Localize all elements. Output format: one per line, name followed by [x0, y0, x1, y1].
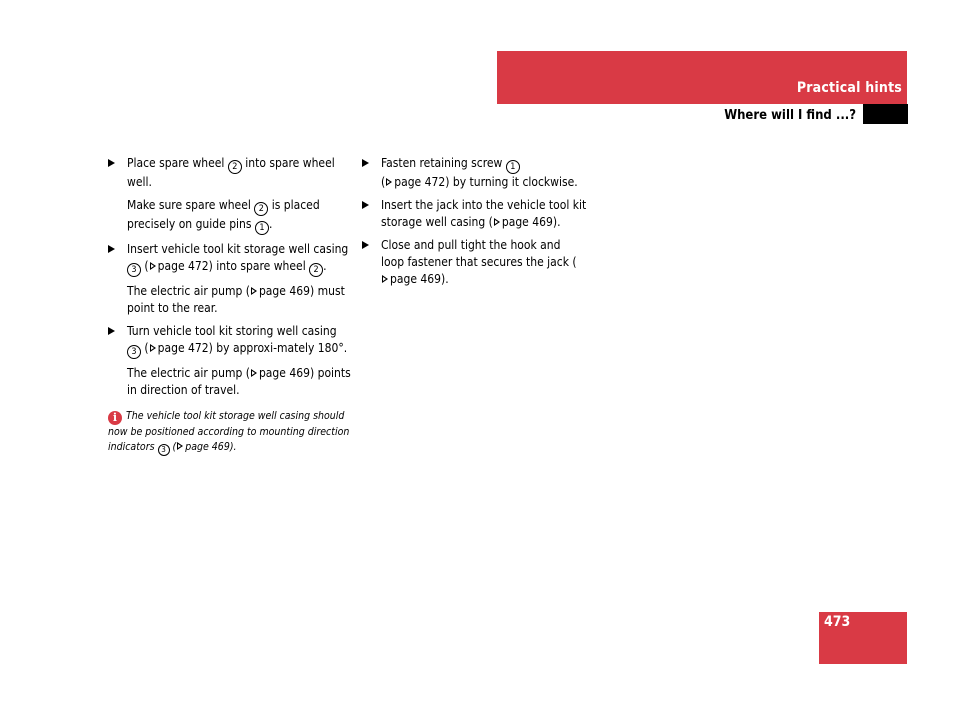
- step-close-fastener: [362, 237, 581, 288]
- note-text: .: [268, 217, 273, 231]
- page-ref-icon: [494, 218, 500, 226]
- step-text: (: [381, 175, 386, 189]
- step-text: Insert the jack into the vehicle tool kit storage well casing (: [381, 198, 587, 229]
- page-reference[interactable]: page 472) into spare wheel: [157, 259, 310, 273]
- page-reference[interactable]: page 469).: [390, 272, 449, 286]
- page-ref-icon: [382, 275, 388, 283]
- step-arrow-icon: [362, 241, 369, 249]
- step-text: (: [141, 341, 149, 355]
- note-text: The electric air pump (: [127, 284, 250, 298]
- step-insert-storage-well: [108, 241, 353, 277]
- callout-number: 3: [127, 345, 141, 359]
- page-ref-icon: [150, 262, 156, 270]
- page-reference[interactable]: page 469) points in direction of travel.: [127, 366, 351, 397]
- callout-number: 1: [255, 221, 269, 235]
- callout-number: 3: [158, 444, 170, 456]
- callout-number: 2: [228, 160, 242, 174]
- note-text: is placed precisely on guide pins: [127, 198, 320, 231]
- callout-number: 2: [254, 202, 268, 216]
- info-icon: i: [108, 411, 122, 425]
- page-ref-icon: [150, 344, 156, 352]
- page-ref-icon: [177, 442, 183, 450]
- step-text: (: [141, 259, 149, 273]
- page-ref-icon: [251, 287, 257, 295]
- page-number: 473: [824, 614, 851, 630]
- callout-number: 1: [506, 160, 520, 174]
- note-text: Make sure spare wheel: [127, 198, 255, 212]
- right-column: [362, 155, 607, 294]
- info-text: The vehicle tool kit storage well casing should now be positioned according to mounting direction indicators: [108, 410, 350, 453]
- callout-number: 2: [309, 263, 323, 277]
- step-arrow-icon: [362, 159, 369, 167]
- step-text: Fasten retaining screw: [381, 156, 506, 170]
- page-ref-icon: [386, 178, 392, 186]
- step-text: Place spare wheel: [127, 156, 228, 170]
- step-place-spare-wheel: [108, 155, 353, 191]
- info-note: [108, 409, 353, 456]
- page-reference[interactable]: page 472) by approxi-mately 180°.: [157, 341, 348, 355]
- step-arrow-icon: [108, 159, 115, 167]
- note-text: The electric air pump (: [127, 366, 250, 380]
- left-column: [108, 155, 353, 456]
- step-text: .: [323, 259, 327, 273]
- step-text: Insert vehicle tool kit storage well casing: [127, 242, 349, 256]
- step-text: Close and pull tight the hook and loop fastener that secures the jack (: [381, 238, 577, 269]
- header-bar: [497, 51, 907, 104]
- step-text: Turn vehicle tool kit storing well casing: [127, 324, 337, 338]
- step-text: into spare wheel well.: [127, 156, 335, 189]
- page-reference[interactable]: page 469).: [501, 215, 561, 229]
- step-arrow-icon: [362, 201, 369, 209]
- info-text: (: [169, 440, 177, 453]
- page-reference[interactable]: page 472) by turning it clockwise.: [394, 175, 578, 189]
- step-turn-storage-well: [108, 323, 353, 359]
- step-arrow-icon: [108, 245, 115, 253]
- note-air-pump-rear: [108, 283, 353, 317]
- step-fasten-screw: [362, 155, 607, 191]
- page-ref-icon: [251, 369, 257, 377]
- section-title: Practical hints: [796, 80, 902, 96]
- subsection-title: Where will I find ...?: [724, 108, 856, 123]
- step-arrow-icon: [108, 327, 115, 335]
- note-guide-pins: [108, 197, 353, 235]
- subsection-marker: [863, 104, 908, 124]
- callout-number: 3: [127, 263, 141, 277]
- page-reference[interactable]: page 469).: [185, 440, 237, 453]
- page-reference[interactable]: page 469) must point to the rear.: [127, 284, 345, 315]
- step-insert-jack: [362, 197, 607, 231]
- note-air-pump-travel: [108, 365, 353, 399]
